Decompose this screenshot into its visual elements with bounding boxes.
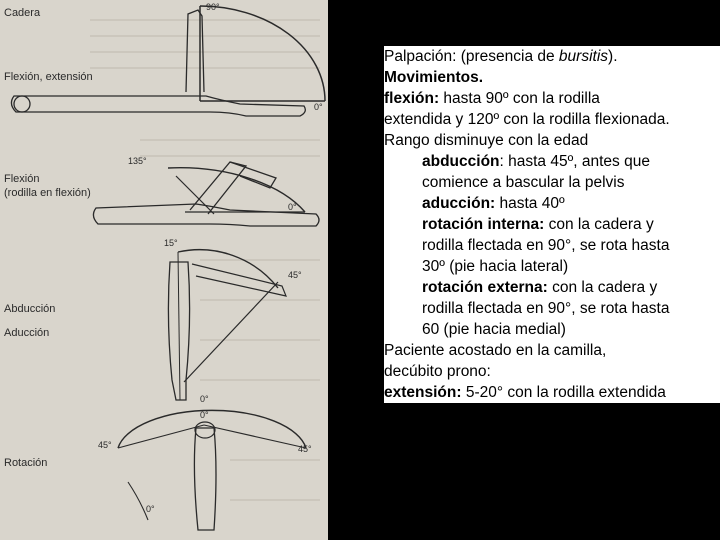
note-rango: Rango disminuye con la edad xyxy=(384,132,589,149)
label-rotacion: Rotación xyxy=(4,457,48,469)
deg-p2-0: 0° xyxy=(288,202,297,212)
deg-p4-left: 45° xyxy=(98,440,112,450)
note-abduccion: abducción: hasta 45º, antes que xyxy=(422,153,650,170)
note-decubito: decúbito prono: xyxy=(384,363,491,380)
note-aduccion: aducción: hasta 40º xyxy=(422,195,565,212)
deg-p3-45: 45° xyxy=(288,270,302,280)
arc-rotation xyxy=(118,410,306,448)
note-rotacion-interna-cont2: 30º (pie hacia lateral) xyxy=(422,258,569,275)
deg-p4-right: 45° xyxy=(298,444,312,454)
note-rotacion-interna-cont1: rodilla flectada en 90°, se rota hasta xyxy=(422,237,670,254)
deg-p1-bottom: 0° xyxy=(314,102,323,112)
note-abduccion-cont: comience a bascular la pelvis xyxy=(422,174,625,191)
deg-p4-top: 0° xyxy=(200,410,209,420)
panel-abduccion-aduccion xyxy=(168,250,286,400)
label-flexion-extension: Flexión, extensión xyxy=(4,71,93,83)
note-rotacion-externa-cont2: 60 (pie hacia medial) xyxy=(422,321,566,338)
label-abduccion: Abducción xyxy=(4,303,56,315)
note-flexion-cont: extendida y 120º con la rodilla flexionada. xyxy=(384,111,670,128)
label-rodilla-flexion: (rodilla en flexión) xyxy=(4,187,91,199)
panel-flexion-knee xyxy=(93,162,319,226)
label-cadera: Cadera xyxy=(4,7,41,19)
note-extension: extensión: 5-20° con la rodilla extendida xyxy=(384,384,666,401)
note-paciente: Paciente acostado en la camilla, xyxy=(384,342,607,359)
hip-range-of-motion-figure xyxy=(0,0,328,540)
note-flexion: flexión: hasta 90º con la rodilla xyxy=(384,90,600,107)
note-rotacion-externa-cont1: rodilla flectada en 90°, se rota hasta xyxy=(422,300,670,317)
arc-45 xyxy=(178,250,278,288)
deg-p3-0: 0° xyxy=(200,394,209,404)
deg-p3-15: 15° xyxy=(164,238,178,248)
note-rotacion-externa: rotación externa: con la cadera y xyxy=(422,279,658,296)
hip-exam-notes xyxy=(384,46,720,403)
label-aduccion: Aducción xyxy=(4,327,50,339)
arc-135 xyxy=(168,168,305,212)
figure-drawing xyxy=(0,0,328,540)
note-palpacion: Palpación: (presencia de bursitis). xyxy=(384,48,618,65)
deg-p4-bottom: 0° xyxy=(146,504,155,514)
label-flexion: Flexión xyxy=(4,173,40,185)
note-rotacion-interna: rotación interna: con la cadera y xyxy=(422,216,654,233)
deg-p1-top: 90° xyxy=(206,2,220,12)
note-movimientos: Movimientos. xyxy=(384,69,484,86)
deg-p2-135: 135° xyxy=(128,156,147,166)
panel-flexion-extension xyxy=(11,6,325,116)
